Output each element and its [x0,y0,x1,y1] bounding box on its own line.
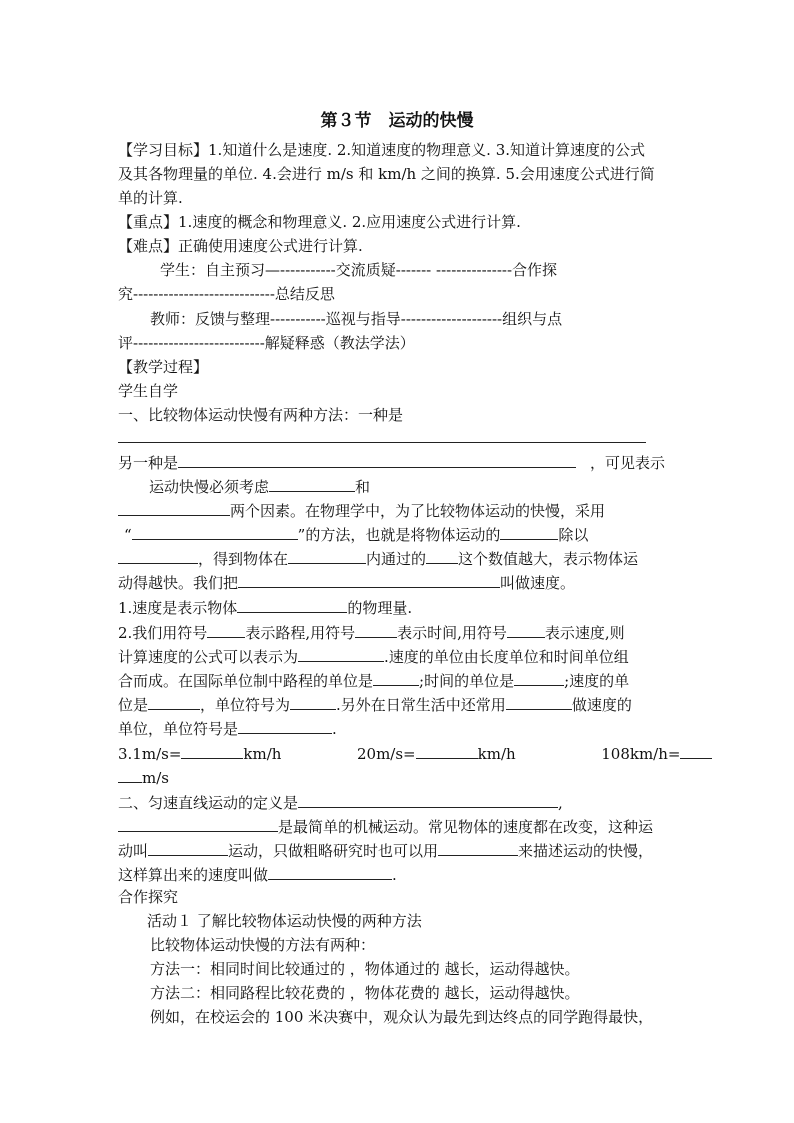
item1-text-a: 1.速度是表示物体 [118,599,238,617]
q1-text-another: 另一种是 [118,454,179,472]
q1-passed-blank[interactable] [426,546,458,564]
goal-tag: 【学习目标】 [118,141,209,159]
q1-line-7 [118,546,678,570]
item2-line-1 [118,620,678,644]
q2-text-called: 动叫 [118,842,149,860]
item2-si-speed-blank[interactable] [148,692,200,710]
q1-text-speed: 叫做速度。 [500,574,576,592]
coop-heading: 合作探究 [118,888,179,906]
item2-text-distance: 表示路程,用符号 [245,624,356,642]
item2-text-si-time: ;时间的单位是 [419,672,515,690]
item2-text-is: 位是 [118,696,149,714]
item3-text-f: m/s [142,769,169,787]
teacher-flow-1: 教师：反馈与整理-----------巡视与指导--------------------组织与点 [150,310,563,328]
difficult-text: 正确使用速度公式进行计算. [178,237,363,255]
item2-distance-symbol-blank[interactable] [207,620,245,638]
goal-line-1 [118,139,678,161]
goal-text-1: 1.知道什么是速度. 2.知道速度的物理意义. 3.知道计算速度的公式 [208,141,646,159]
item3-blank-3-cont[interactable] [118,765,142,783]
item3-blank-3[interactable] [680,741,712,759]
item3-blank-1[interactable] [181,741,243,759]
q2-line-3 [118,838,678,862]
q2-average-speed-blank[interactable] [268,862,392,880]
q1-divisor-blank[interactable] [118,546,198,564]
q2-text-calc-called: 这样算出来的速度叫做 [118,866,269,884]
item3-text-a: 3.1m/s= [118,745,182,763]
item3-text-b: km/h [243,745,282,763]
q1-line-8 [118,570,678,594]
item2-line-2 [118,644,678,668]
activity-method-1: 方法一：相同时间比较通过的 ，物体通过的 越长，运动得越快。 [150,960,580,978]
q1-answer-blank-1[interactable] [118,442,646,443]
item2-formula-blank[interactable] [298,644,384,662]
item3-text-c: 20m/s= [357,745,416,763]
students-flow-1: 学生：自主预习—-----------交流质疑------- ---------------合作探 [160,261,558,279]
q2-text-definition: 二、匀速直线运动的定义是 [118,794,299,812]
q1-text-consider: 运动快慢必须考虑 [149,478,270,496]
item1-text-b: 的物理量. [347,599,413,617]
q1-text-and: 和 [355,478,371,496]
item2-text-symbol-as: ，单位符号为 [200,696,291,714]
q1-line-1: 一、比较物体运动快慢有两种方法：一种是 [118,406,404,424]
students-flow-2: 究----------------------------总结反思 [118,285,335,303]
q1-line-3 [118,450,678,474]
item2-text-time: 表示时间,用符号 [397,624,507,642]
item2-text-symbol: 2.我们用符号 [118,624,208,642]
q2-line-4 [118,862,678,886]
q2-text-comma: , [558,794,563,812]
item2-si-distance-blank[interactable] [373,668,419,686]
item3-text-e: 108km/h= [601,745,681,763]
item2-daily-symbol-blank[interactable] [238,716,332,734]
item2-daily-unit-blank[interactable] [506,692,572,710]
item2-line-4 [118,692,678,716]
item3-line-2 [118,765,678,789]
key-tag: 【重点】 [118,213,179,231]
q2-text-rough: 运动，只做粗略研究时也可以用 [228,842,439,860]
goal-line-2: 及其各物理量的单位. 4.会进行 m/s 和 km/h 之间的换算. 5.会用速度公式进行简 [118,165,655,183]
q2-text-period: . [392,866,397,884]
q1-text-two-factors: 两个因素。在物理学中，为了比较物体运动的快慢，采用 [230,502,606,520]
item2-speed-symbol-blank[interactable] [507,620,545,638]
item3-text-d: km/h [477,745,516,763]
self-study-heading: 学生自学 [118,382,179,400]
q1-quantity-blank[interactable] [500,522,558,540]
item2-text-unit: .速度的单位由长度单位和时间单位组 [384,648,629,666]
activity-line-1: 比较物体运动快慢的方法有两种： [150,936,376,954]
q1-method-blank[interactable] [132,522,298,540]
q2-motion-blank[interactable] [118,814,278,832]
q1-factor-blank-2[interactable] [118,498,230,516]
q1-line-6 [124,522,684,546]
item2-text-speed: 表示速度,则 [544,624,625,642]
q1-text-passed: 内通过的 [366,550,427,568]
item2-time-symbol-blank[interactable] [355,620,397,638]
q1-line-5 [118,498,678,522]
page-title: 第３节 运动的快慢 [320,111,474,131]
q2-line-1 [118,790,678,814]
item2-text-period: . [332,720,337,738]
difficult-points [118,235,678,257]
q1-factor-blank-1[interactable] [269,474,355,492]
item1-blank[interactable] [237,595,347,613]
q1-text-divide: 除以 [558,526,589,544]
process-heading: 【教学过程】 [118,358,209,376]
q1-text-method: ”的方法，也就是将物体运动的 [297,526,501,544]
item2-text-daily: .另外在日常生活中还常用 [336,696,506,714]
item2-si-symbol-blank[interactable] [290,692,336,710]
q1-unit-time-blank[interactable] [288,546,366,564]
q1-text-larger: 这个数值越大，表示物体运 [458,550,639,568]
activity-example: 例如，在校运会的 100 米决赛中，观众认为最先到达终点的同学跑得最快， [150,1008,654,1026]
item2-text-unit-symbol: 单位，单位符号是 [118,720,239,738]
q1-text-thus: ，可见表示 [590,454,666,472]
q2-line-2 [118,814,678,838]
q2-text-describe: 来描述运动的快慢， [518,842,654,860]
q1-text-get: ，得到物体在 [198,550,289,568]
item2-line-5 [118,716,678,740]
q2-variable-motion-blank[interactable] [148,838,228,856]
q1-text-we-call: 动得越快。我们把 [118,574,239,592]
key-text: 1.速度的概念和物理意义. 2.应用速度公式进行计算. [178,213,521,231]
q2-definition-blank[interactable] [298,790,558,808]
q1-answer-blank-2[interactable] [178,450,576,468]
difficult-tag: 【难点】 [118,237,179,255]
goal-line-3: 单的计算. [118,189,183,207]
activity-method-2: 方法二：相同路程比较花费的 ，物体花费的 越长，运动得越快。 [150,984,580,1002]
q1-quote-open: “ [124,526,132,544]
item2-text-si-distance: 合而成。在国际单位制中路程的单位是 [118,672,374,690]
item2-line-3 [118,668,678,692]
item2-si-time-blank[interactable] [514,668,564,686]
key-points [118,211,678,233]
teacher-flow-2: 评--------------------------解疑释惑（教法学法） [118,334,415,352]
q2-text-simplest: 是最简单的机械运动。常见物体的速度都在改变，这种运 [278,818,654,836]
item2-text-formula: 计算速度的公式可以表示为 [118,648,299,666]
item3-blank-2[interactable] [416,741,478,759]
item2-text-si-speed: ;速度的单 [564,672,630,690]
item2-text-as-speed: 做速度的 [571,696,632,714]
q1-definition-blank[interactable] [238,570,500,588]
q1-line-4 [149,474,709,498]
q2-average-blank[interactable] [438,838,518,856]
activity-title: 活动１ 了解比较物体运动快慢的两种方法 [147,912,422,930]
item1-line [118,595,678,619]
item3-line-1 [118,741,681,765]
